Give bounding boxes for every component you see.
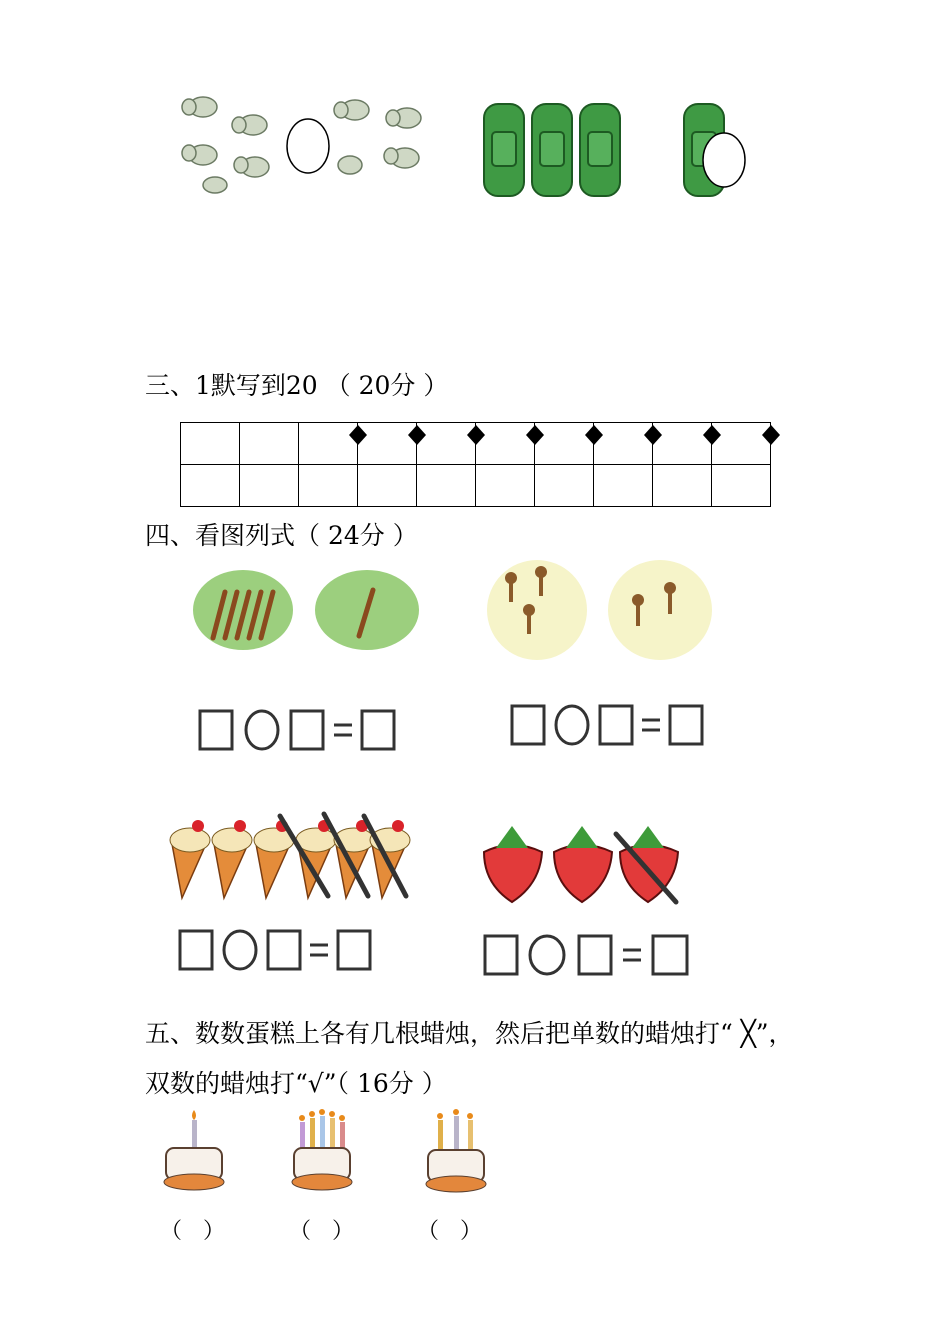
equation-icecream[interactable] [176,925,386,975]
flowers-plate-left [487,560,587,660]
grid-cell[interactable] [417,465,476,507]
backpacks-group [480,92,625,202]
diamond-mark [585,425,603,445]
grid-cell[interactable] [535,465,594,507]
section5-heading-line1: 五、数数蛋糕上各有几根蜡烛，然后把单数的蜡烛打“ ╳”， [145,1019,794,1048]
grid-cell[interactable] [653,465,712,507]
ants-group-left [175,85,295,205]
grid-cell[interactable] [299,465,358,507]
pencils-plate-right [315,570,419,650]
grid-cell[interactable] [240,423,299,465]
icecream-cone [370,820,410,898]
grid-row [181,465,771,507]
icecream-cone [296,820,336,898]
diamond-mark [349,425,367,445]
grid-diamonds [345,421,785,451]
cake-1-answer-blank[interactable]: （ ） [160,1219,225,1244]
flowers-plate-right [608,560,712,660]
cake-3-answer-blank[interactable]: （ ） [417,1219,482,1244]
equation-pencils[interactable] [196,705,406,755]
section4-heading: 四、看图列式（ 24分 ） [145,521,418,550]
diamond-mark [526,425,544,445]
grid-cell[interactable] [358,465,417,507]
icecream-cone [170,820,210,898]
section5-heading-line2: 双数的蜡烛打“√”（ 16分 ） [145,1069,447,1098]
diamond-mark [762,425,780,445]
strawberry [554,826,612,902]
diamond-mark [644,425,662,445]
section3-heading: 三、1默写到20 （ 20分 ） [145,371,449,400]
grid-cell[interactable] [476,465,535,507]
diamond-mark [703,425,721,445]
icecream-row [168,812,413,902]
compare-circle[interactable] [702,132,748,188]
grid-cell[interactable] [181,423,240,465]
pencils-plate-left [193,570,293,650]
strawberry [620,826,678,902]
icecream-cone [334,820,374,898]
ants-group-right [325,90,435,200]
strawberry [484,826,542,902]
grid-cell[interactable] [240,465,299,507]
grid-cell[interactable] [594,465,653,507]
equation-strawberry[interactable] [481,930,701,980]
grid-cell[interactable] [181,465,240,507]
diamond-mark [467,425,485,445]
diamond-mark [408,425,426,445]
equation-flowers[interactable] [508,700,718,750]
cake-3 [424,1106,488,1196]
icecream-cone [212,820,252,898]
strawberry-row [480,818,685,908]
grid-cell[interactable] [712,465,771,507]
cake-2 [290,1104,354,1194]
cake-1 [162,1108,226,1198]
cake-2-answer-blank[interactable]: （ ） [289,1219,354,1244]
